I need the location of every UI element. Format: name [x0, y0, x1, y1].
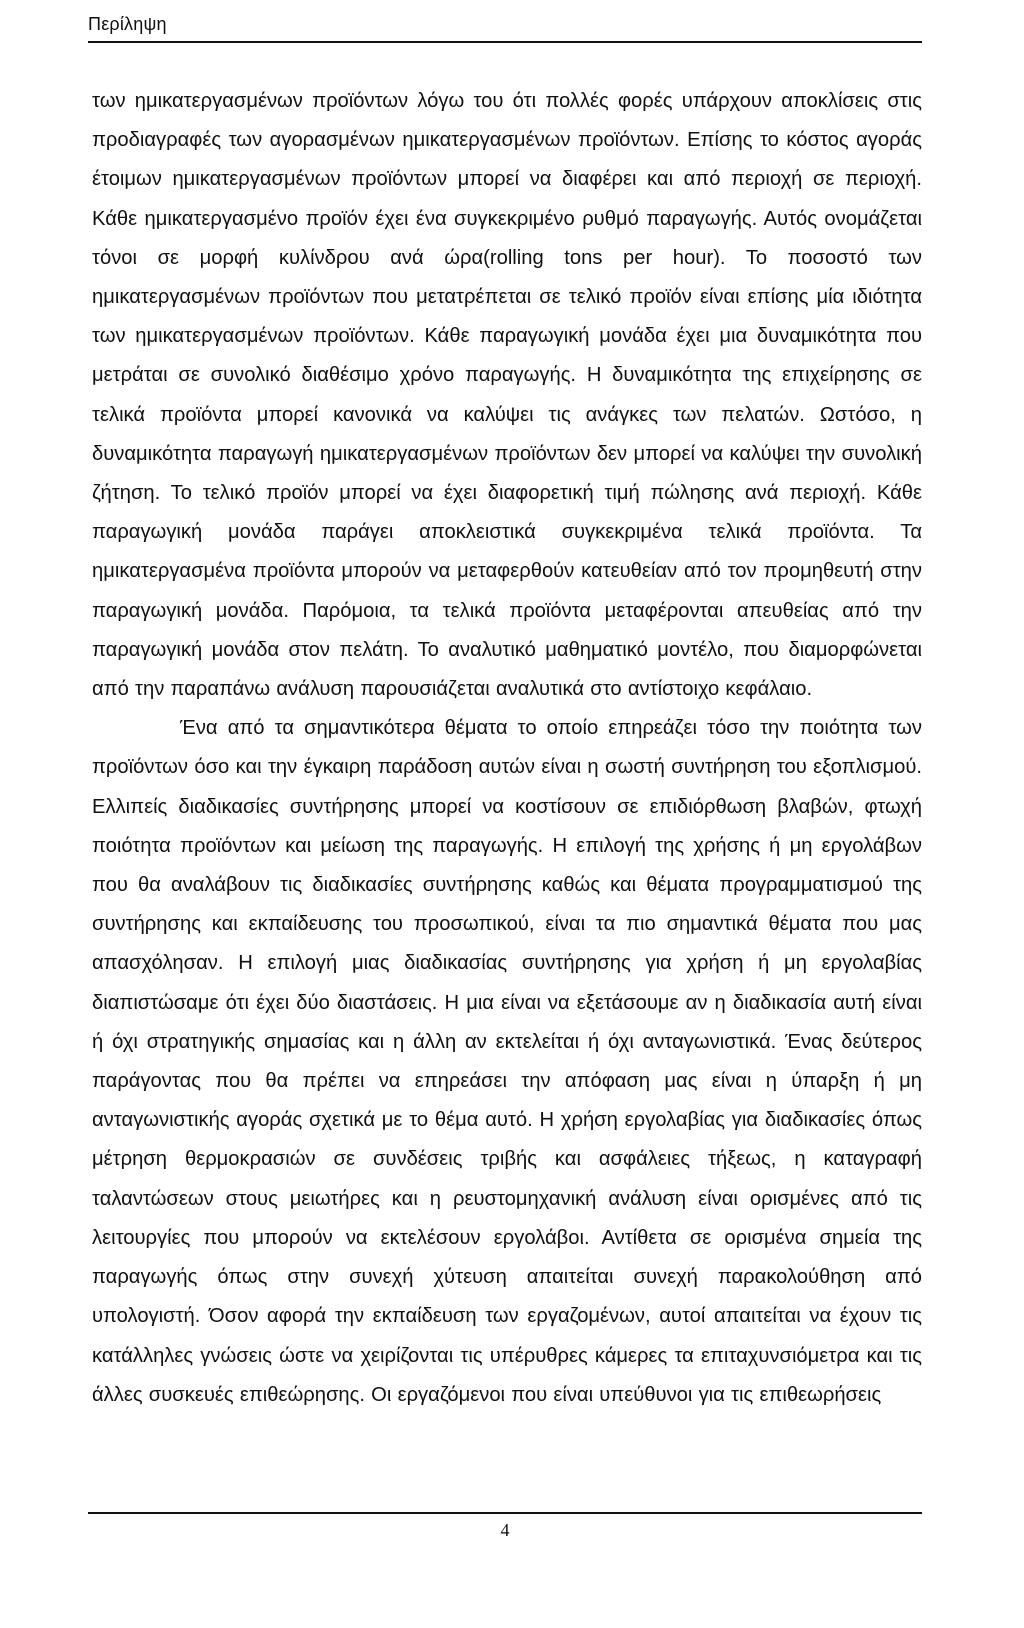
header-divider	[88, 41, 922, 43]
footer-divider	[88, 1512, 922, 1514]
paragraph-1: των ημικατεργασμένων προϊόντων λόγω του ότι πολλές φορές υπάρχουν αποκλίσεις στις προδιαγραφές των αγορασμένων ημικατεργασμένων προϊόντων. Επίσης το κόστος αγοράς έτοιμων ημικατεργασμένων προϊόντων μπορεί να διαφέρει και από περιοχή σε περιοχή. Κάθε ημικατεργασμένο προϊόν έχει ένα συγκεκριμένο ρυθμό παραγωγής. Αυτός ονομάζεται τόνοι σε μορφή κυλίνδρου ανά ώρα(rolling tons per hour). Το ποσοστό των ημικατεργασμένων προϊόντων που μετατρέπεται σε τελικό προϊόν είναι επίσης μία ιδιότητα των ημικατεργασμένων προϊόντων. Κάθε παραγωγική μονάδα έχει μια δυναμικότητα που μετράται σε συνολικό διαθέσιμο χρόνο παραγωγής. Η δυναμικότητα της επιχείρησης σε τελικά προϊόντα μπορεί κανονικά να καλύψει τις ανάγκες των πελατών. Ωστόσο, η δυναμικότητα παραγωγή ημικατεργασμένων προϊόντων δεν μπορεί να καλύψει την συνολική ζήτηση. Το τελικό προϊόν μπορεί να έχει διαφορετική τιμή πώλησης ανά περιοχή. Κάθε παραγωγική μονάδα παράγει αποκλειστικά συγκεκριμένα τελικά προϊόντα. Τα ημικατεργασμένα προϊόντα μπορούν να μεταφερθούν κατευθείαν από τον προμηθευτή στην παραγωγική μονάδα. Παρόμοια, τα τελικά προϊόντα μεταφέρονται απευθείας από την παραγωγική μονάδα στον πελάτη. Το αναλυτικό μαθηματικό μοντέλο, που διαμορφώνεται από την παραπάνω ανάλυση παρουσιάζεται αναλυτικά στο αντίστοιχο κεφάλαιο.	[92, 90, 922, 701]
page-number: 4	[500, 1520, 510, 1540]
paragraph-2: Ένα από τα σημαντικότερα θέματα το οποίο επηρεάζει τόσο την ποιότητα των προϊόντων όσο και την έγκαιρη παράδοση αυτών είναι η σωστή συντήρηση του εξοπλισμού. Ελλιπείς διαδικασίες συντήρησης μπορεί να κοστίσουν σε επιδιόρθωση βλαβών, φτωχή ποιότητα προϊόντων και μείωση της παραγωγής. Η επιλογή της χρήσης ή μη εργολάβων που θα αναλάβουν τις διαδικασίες συντήρησης καθώς και θέματα προγραμματισμού της συντήρησης και εκπαίδευσης του προσωπικού, είναι τα πιο σημαντικά θέματα που μας απασχόλησαν. Η επιλογή μιας διαδικασίας συντήρησης για χρήση ή μη εργολαβίας διαπιστώσαμε ότι έχει δύο διαστάσεις. Η μια είναι να εξετάσουμε αν η διαδικασία αυτή είναι ή όχι στρατηγικής σημασίας και η άλλη αν εκτελείται ή όχι ανταγωνιστικά. Ένας δεύτερος παράγοντας που θα πρέπει να επηρεάσει την απόφαση μας είναι η ύπαρξη ή μη ανταγωνιστικής αγοράς σχετικά με το θέμα αυτό. Η χρήση εργολαβίας για διαδικασίες όπως μέτρηση θερμοκρασιών σε συνδέσεις τριβής και ασφάλειες τήξεως, η καταγραφή ταλαντώσεων στους μειωτήρες και η ρευστομηχανική ανάλυση είναι ορισμένες από τις λειτουργίες που μπορούν να εκτελέσουν εργολάβοι. Αντίθετα σε ορισμένα σημεία της παραγωγής όπως στην συνεχή χύτευση απαιτείται συνεχή παρακολούθηση από υπολογιστή. Όσον αφορά την εκπαίδευση των εργαζομένων, αυτοί απαιτείται να έχουν τις κατάλληλες γνώσεις ώστε να χειρίζονται τις υπέρυθρες κάμερες τα επιταχυνσιόμετρα και τις άλλες συσκευές επιθεώρησης. Οι εργαζόμενοι που είναι υπεύθυνοι για τις επιθεωρήσεις	[92, 717, 922, 1406]
body-text	[92, 82, 922, 1415]
page-header	[88, 14, 922, 43]
page-footer	[88, 1512, 922, 1541]
header-title: Περίληψη	[88, 14, 167, 34]
